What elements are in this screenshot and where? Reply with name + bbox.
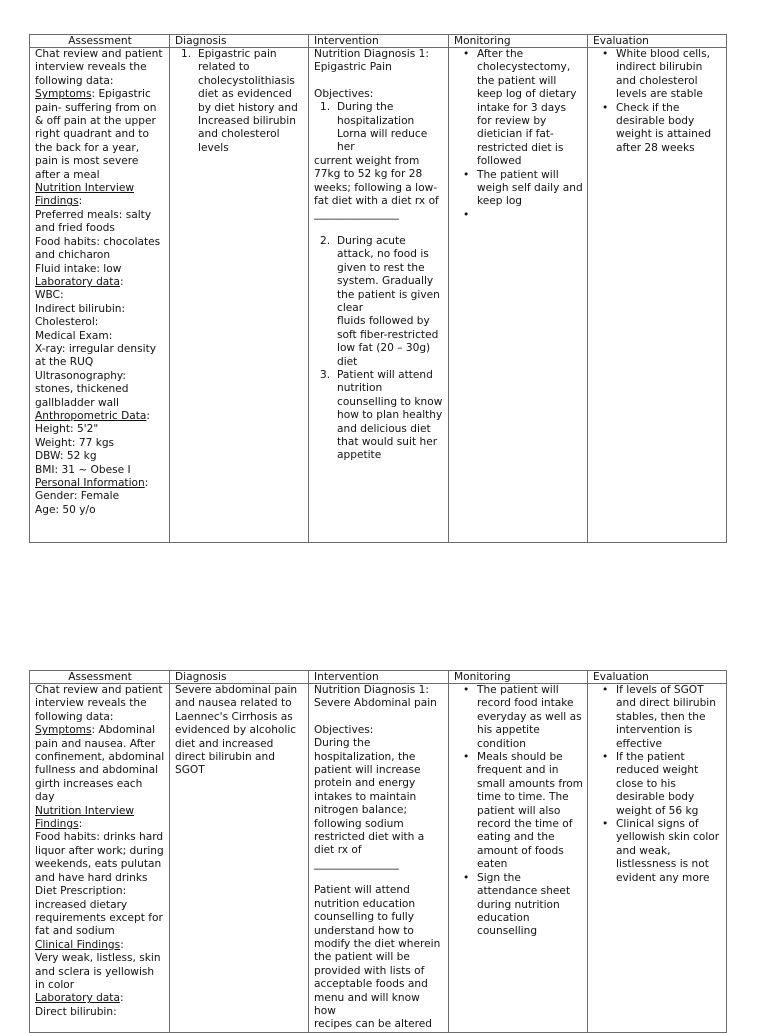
evaluation-item: • If levels of SGOT and direct bilirubin stables, then the intervention is effective — [616, 684, 722, 751]
header-row — [30, 671, 727, 684]
header-diagnosis: Diagnosis — [170, 35, 309, 48]
assessment-line: Nutrition Interview Findings: — [35, 182, 135, 208]
diagnosis-cell — [170, 684, 309, 1033]
assessment-line: Nutrition Interview Findings: — [35, 804, 135, 831]
assessment-line: Gender: Female — [35, 490, 120, 503]
diagnosis-text: Severe abdominal pain and nausea related to Laennec's Cirrhosis as evidenced by alcoholic diet and increased direct bilirubin and SGOT — [175, 684, 298, 777]
assessment-line: WBC: — [35, 289, 64, 302]
assessment-line: Diet Prescription: increased dietary requirements except for fat and sodium — [35, 885, 163, 938]
assessment-line: Symptoms: Abdominal pain and nausea. After confinement, abdominal fullness and abdominal girth increases each day — [35, 724, 165, 804]
assessment-cell — [30, 48, 170, 543]
assessment-line: Direct bilirubin: — [35, 1005, 117, 1018]
objective-item: 2. During acute attack, no food is given to rest the system. Gradually the patient is given clear fluids followed by soft fiber-restricted low fat (20 – 30g) diet — [320, 234, 440, 368]
objectives-label: Objectives: — [314, 87, 374, 100]
header-evaluation: Evaluation — [588, 671, 727, 684]
header-monitoring: Monitoring — [449, 671, 588, 684]
assessment-line: Anthropometric Data: — [35, 409, 150, 422]
evaluation-item: • Check if the desirable body weight is attained after 28 weeks — [616, 102, 722, 156]
evaluation-cell — [588, 684, 727, 1033]
assessment-line: Laboratory data: — [35, 992, 124, 1005]
evaluation-item: • Clinical signs of yellowish skin color and weak, listlessness is not evident any more — [616, 818, 722, 885]
assessment-line: Symptoms: Epigastric pain- suffering from on & off pain at the upper right quadrant and to the back for a year, pain is most severe after a meal — [35, 88, 157, 181]
evaluation-list — [593, 48, 722, 155]
care-plan-table-1 — [29, 34, 727, 543]
monitoring-item: • The patient will record food intake everyday as well as his appetite condition — [477, 684, 583, 751]
assessment-line: Preferred meals: salty and fried foods — [35, 208, 152, 235]
objective-item: 3. Patient will attend nutrition counselling to know how to plan healthy and delicious diet that would suit her appetite — [320, 368, 443, 462]
assessment-line: Weight: 77 kgs — [35, 436, 115, 449]
monitoring-list — [454, 684, 583, 939]
assessment-line: Indirect bilirubin: — [35, 302, 126, 315]
header-intervention: Intervention — [309, 671, 449, 684]
header-evaluation: Evaluation — [588, 35, 727, 48]
blank-line: ________________ — [314, 857, 399, 870]
header-row — [30, 35, 727, 48]
assessment-line: Very weak, listless, skin and sclera is yellowish in color — [35, 952, 161, 991]
assessment-line: Cholesterol: — [35, 316, 99, 329]
assessment-line: BMI: 31 ~ Obese I — [35, 463, 131, 476]
content-row — [30, 48, 727, 543]
diagnosis-item: 1. Epigastric pain related to cholecystolithiasis diet as evidenced by diet history and Increased bilirubin and cholesterol levels — [181, 48, 298, 154]
header-assessment: Assessment — [30, 35, 170, 48]
evaluation-item: • If the patient reduced weight close to his desirable body weight of 56 kg — [616, 751, 722, 818]
header-monitoring: Monitoring — [449, 35, 588, 48]
assessment-line: DBW: 52 kg — [35, 450, 97, 463]
assessment-line: Ultrasonography: stones, thickened gallbladder wall — [35, 369, 129, 409]
diagnosis-list — [175, 48, 304, 155]
assessment-line: Height: 5'2" — [35, 423, 99, 436]
objectives-list-2 — [314, 235, 444, 463]
content-row — [30, 684, 727, 1033]
objective-paragraph-cut: recipes can be altered — [314, 1018, 433, 1031]
monitoring-cell — [449, 684, 588, 1033]
assessment-cell — [30, 684, 170, 1033]
monitoring-item-empty — [477, 209, 583, 222]
assessment-line: Personal Information: — [35, 477, 149, 489]
header-diagnosis: Diagnosis — [170, 671, 309, 684]
care-plan-table-2 — [29, 670, 727, 1033]
assessment-line: Chat review and patient interview reveals the following data: — [35, 684, 163, 723]
assessment-line: Food habits: chocolates and chicharon — [35, 235, 161, 262]
monitoring-item: • After the cholecystectomy, the patient will keep log of dietary intake for 3 days for review by dietician if fat-restricted diet is followed — [477, 48, 583, 169]
objectives-label: Objectives: — [314, 723, 374, 736]
assessment-line: Medical Exam: — [35, 329, 113, 342]
assessment-line: Clinical Findings: — [35, 938, 124, 951]
assessment-line: Fluid intake: low — [35, 262, 122, 275]
monitoring-item: • Meals should be frequent and in small amounts from time to time. The patient will also record the time of eating and the amount of foods eaten — [477, 751, 583, 872]
assessment-line: Age: 50 y/o — [35, 503, 96, 516]
monitoring-cell — [449, 48, 588, 543]
intervention-cell — [309, 684, 449, 1033]
objective-paragraph: During the hospitalization, the patient will increase protein and energy intakes to maintain nitrogen balance; following sodium restricted diet with a diet rx of — [314, 737, 425, 857]
intervention-title: Nutrition Diagnosis 1: Severe Abdominal pain — [314, 684, 437, 710]
assessment-line: Food habits: drinks hard liquor after work; during weekends, eats pulutan and have hard drinks — [35, 831, 164, 884]
evaluation-item: • White blood cells, indirect bilirubin and cholesterol levels are stable — [616, 48, 722, 102]
assessment-line: X-ray: irregular density at the RUQ — [35, 342, 157, 369]
blank-line: ________________ — [314, 208, 399, 221]
assessment-line: Laboratory data: — [35, 275, 124, 288]
header-assessment: Assessment — [30, 671, 170, 684]
objective-paragraph: Patient will attend nutrition education counselling to fully understand how to modify the diet wherein the patient will be provided with lists of acceptable foods and menu and will know how — [314, 884, 441, 1017]
header-intervention: Intervention — [309, 35, 449, 48]
evaluation-list — [593, 684, 722, 885]
evaluation-cell — [588, 48, 727, 543]
objective-continuation: current weight from 77kg to 52 kg for 28 weeks; following a low-fat diet with a diet rx of — [314, 154, 439, 208]
monitoring-item: • The patient will weigh self daily and keep log — [477, 169, 583, 209]
objective-item: 1. During the hospitalization Lorna will reduce her — [320, 101, 428, 154]
objectives-list — [314, 101, 444, 155]
diagnosis-cell — [170, 48, 309, 543]
monitoring-list — [454, 48, 583, 222]
monitoring-item: • Sign the attendance sheet during nutrition education counselling — [477, 872, 583, 939]
assessment-line: Chat review and patient interview reveals the following data: — [35, 48, 163, 87]
intervention-title: Nutrition Diagnosis 1: Epigastric Pain — [314, 48, 429, 74]
intervention-cell — [309, 48, 449, 543]
